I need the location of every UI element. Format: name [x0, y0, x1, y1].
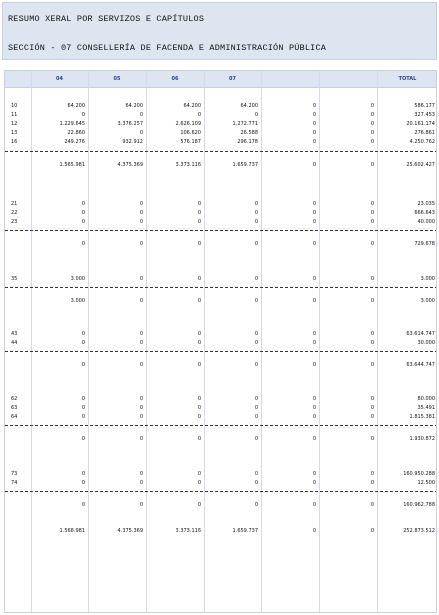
subtotal-cell: 0 — [139, 502, 143, 508]
row-code: 43 — [11, 331, 18, 337]
table-cell: 586.177 — [414, 103, 435, 109]
subtotal-separator — [5, 351, 437, 352]
table-cell: 1.272.771 — [232, 121, 258, 127]
budget-table — [4, 70, 437, 613]
table-cell: 2.626.109 — [175, 121, 201, 127]
row-code: 11 — [11, 112, 18, 118]
subtotal-cell: 1.659.737 — [232, 162, 258, 168]
grand-total-cell: 0 — [312, 528, 316, 534]
table-cell: 12.500 — [417, 480, 435, 486]
table-cell: 0 — [139, 405, 143, 411]
table-cell: 0 — [197, 340, 201, 346]
table-cell: 0 — [197, 201, 201, 207]
row-code: 12 — [11, 121, 18, 127]
subtotal-cell: 0 — [139, 298, 143, 304]
subtotal-cell: 0 — [254, 436, 258, 442]
table-header-row — [5, 71, 437, 88]
table-cell: 0 — [81, 405, 85, 411]
subtotal-cell: 0 — [254, 362, 258, 368]
table-cell: 0 — [312, 219, 316, 225]
table-cell: 0 — [312, 471, 316, 477]
grand-total-cell: 1.568.981 — [59, 528, 85, 534]
table-cell: 0 — [197, 331, 201, 337]
table-cell: 30.000 — [417, 340, 435, 346]
table-cell: 0 — [139, 112, 143, 118]
table-cell: 0 — [254, 276, 258, 282]
row-code: 62 — [11, 396, 18, 402]
subtotal-cell: 0 — [370, 362, 374, 368]
table-cell: 0 — [197, 219, 201, 225]
subtotal-cell: 0 — [197, 298, 201, 304]
table-cell: 160.950.288 — [403, 471, 435, 477]
table-cell: 23.035 — [417, 201, 435, 207]
subtotal-cell: 1.930.872 — [409, 436, 435, 442]
subtotal-cell: 0 — [139, 362, 143, 368]
table-cell: 0 — [370, 112, 374, 118]
table-cell: 0 — [254, 340, 258, 346]
subtotal-cell: 0 — [312, 362, 316, 368]
subtotal-cell: 0 — [197, 436, 201, 442]
subtotal-cell: 0 — [81, 502, 85, 508]
subtotal-separator — [5, 287, 437, 288]
subtotal-cell: 0 — [139, 241, 143, 247]
row-code: 22 — [11, 210, 18, 216]
table-cell: 0 — [254, 471, 258, 477]
table-cell: 0 — [370, 396, 374, 402]
table-cell: 0 — [81, 219, 85, 225]
table-cell: 0 — [312, 121, 316, 127]
subtotal-cell: 0 — [370, 298, 374, 304]
table-cell: 3.000 — [420, 276, 435, 282]
subtotal-cell: 0 — [197, 241, 201, 247]
table-cell: 0 — [370, 121, 374, 127]
table-cell: 0 — [370, 201, 374, 207]
subtotal-separator — [5, 230, 437, 231]
table-cell: 0 — [370, 331, 374, 337]
row-code: 64 — [11, 414, 18, 420]
table-cell: 296.178 — [237, 139, 258, 145]
table-cell: 40.000 — [417, 219, 435, 225]
table-cell: 0 — [254, 210, 258, 216]
table-cell: 0 — [81, 210, 85, 216]
table-cell: 0 — [254, 112, 258, 118]
subtotal-cell: 0 — [312, 162, 316, 168]
subtotal-cell: 0 — [81, 436, 85, 442]
table-cell: 64.200 — [183, 103, 201, 109]
table-cell: 0 — [254, 414, 258, 420]
table-cell: 0 — [81, 396, 85, 402]
subtotal-cell: 160.962.788 — [403, 502, 435, 508]
table-cell: 0 — [81, 414, 85, 420]
table-cell: 1.815.381 — [409, 414, 435, 420]
table-cell: 0 — [312, 480, 316, 486]
row-code: 44 — [11, 340, 18, 346]
table-cell: 327.453 — [414, 112, 435, 118]
table-cell: 0 — [312, 201, 316, 207]
subtotal-separator — [5, 425, 437, 426]
table-cell: 20.161.174 — [406, 121, 435, 127]
table-cell: 0 — [312, 340, 316, 346]
subtotal-cell: 3.373.116 — [175, 162, 201, 168]
table-cell: 0 — [139, 219, 143, 225]
table-cell: 0 — [370, 103, 374, 109]
row-code: 10 — [11, 103, 18, 109]
subtotal-cell: 0 — [81, 362, 85, 368]
table-cell: 0 — [81, 480, 85, 486]
column-header: 04 — [56, 76, 63, 82]
row-code: 74 — [11, 480, 18, 486]
table-cell: 106.620 — [180, 130, 201, 136]
table-cell: 0 — [197, 276, 201, 282]
table-cell: 0 — [81, 201, 85, 207]
table-cell: 4.250.762 — [409, 139, 435, 145]
table-cell: 0 — [312, 130, 316, 136]
table-cell: 0 — [197, 396, 201, 402]
table-cell: 0 — [254, 396, 258, 402]
table-cell: 0 — [254, 331, 258, 337]
table-cell: 0 — [254, 405, 258, 411]
table-cell: 0 — [197, 480, 201, 486]
table-cell: 0 — [370, 414, 374, 420]
subtotal-separator — [5, 151, 437, 152]
table-cell: 3.376.257 — [117, 121, 143, 127]
table-cell: 0 — [370, 219, 374, 225]
subtotal-cell: 25.602.427 — [406, 162, 435, 168]
table-cell: 0 — [312, 405, 316, 411]
table-cell: 3.000 — [70, 276, 85, 282]
table-cell: 0 — [139, 480, 143, 486]
table-cell: 64.200 — [125, 103, 143, 109]
subtotal-cell: 3.000 — [420, 298, 435, 304]
table-cell: 0 — [370, 210, 374, 216]
table-cell: 0 — [254, 480, 258, 486]
grand-total-cell: 3.373.116 — [175, 528, 201, 534]
table-cell: 26.588 — [240, 130, 258, 136]
row-code: 16 — [11, 139, 18, 145]
table-cell: 64.200 — [240, 103, 258, 109]
grand-total-cell: 252.873.512 — [403, 528, 435, 534]
table-cell: 276.861 — [414, 130, 435, 136]
subtotal-cell: 0 — [254, 241, 258, 247]
table-cell: 0 — [370, 471, 374, 477]
table-cell: 0 — [139, 130, 143, 136]
table-cell: 0 — [254, 219, 258, 225]
subtotal-cell: 0 — [370, 502, 374, 508]
row-code: 35 — [11, 276, 18, 282]
table-cell: 0 — [139, 471, 143, 477]
table-cell: 22.860 — [67, 130, 85, 136]
grand-total-cell: 1.659.737 — [232, 528, 258, 534]
table-cell: 0 — [81, 340, 85, 346]
subtotal-cell: 0 — [254, 502, 258, 508]
section-title: SECCIÓN - 07 CONSELLERÍA DE FACENDA E ADMINISTRACIÓN PÚBLICA — [8, 43, 327, 53]
table-cell: 0 — [312, 331, 316, 337]
table-cell: 0 — [197, 210, 201, 216]
table-cell: 0 — [312, 414, 316, 420]
subtotal-cell: 1.565.981 — [59, 162, 85, 168]
table-cell: 80.000 — [417, 396, 435, 402]
table-cell: 0 — [197, 112, 201, 118]
row-code: 13 — [11, 130, 18, 136]
table-cell: 64.200 — [67, 103, 85, 109]
table-cell: 0 — [312, 396, 316, 402]
table-cell: 0 — [254, 201, 258, 207]
subtotal-cell: 4.375.369 — [117, 162, 143, 168]
column-header: TOTAL — [398, 76, 417, 82]
column-header: 07 — [229, 76, 236, 82]
table-cell: 0 — [139, 414, 143, 420]
table-cell: 0 — [370, 130, 374, 136]
subtotal-cell: 0 — [370, 436, 374, 442]
table-cell: 0 — [370, 276, 374, 282]
table-cell: 0 — [139, 340, 143, 346]
table-cell: 0 — [312, 139, 316, 145]
table-cell: 0 — [370, 480, 374, 486]
grand-total-cell: 0 — [370, 528, 374, 534]
subtotal-cell: 0 — [312, 241, 316, 247]
table-cell: 0 — [81, 112, 85, 118]
table-cell: 0 — [370, 340, 374, 346]
table-cell: 1.229.645 — [59, 121, 85, 127]
subtotal-cell: 0 — [312, 298, 316, 304]
row-code: 23 — [11, 219, 18, 225]
subtotal-separator — [5, 491, 437, 492]
table-cell: 932.912 — [122, 139, 143, 145]
row-code: 21 — [11, 201, 18, 207]
column-header: 05 — [113, 76, 121, 82]
table-cell: 0 — [139, 331, 143, 337]
table-cell: 0 — [370, 405, 374, 411]
table-cell: 63.614.747 — [406, 331, 435, 337]
table-cell: 0 — [312, 112, 316, 118]
table-cell: 0 — [312, 276, 316, 282]
grand-total-cell: 4.375.369 — [117, 528, 143, 534]
subtotal-cell: 63.644.747 — [406, 362, 435, 368]
table-cell: 0 — [312, 103, 316, 109]
table-cell: 0 — [139, 210, 143, 216]
subtotal-cell: 0 — [312, 502, 316, 508]
table-cell: 0 — [139, 201, 143, 207]
table-cell: 0 — [370, 139, 374, 145]
subtotal-cell: 0 — [312, 436, 316, 442]
subtotal-cell: 0 — [370, 162, 374, 168]
table-cell: 576.187 — [180, 139, 201, 145]
subtotal-cell: 3.000 — [70, 298, 85, 304]
report-title: RESUMO XERAL POR SERVIZOS E CAPÍTULOS — [8, 14, 205, 24]
table-cell: 35.491 — [417, 405, 435, 411]
table-cell: 0 — [312, 210, 316, 216]
subtotal-cell: 0 — [254, 298, 258, 304]
table-cell: 0 — [197, 405, 201, 411]
table-cell: 0 — [139, 276, 143, 282]
report-header — [2, 2, 437, 60]
table-cell: 0 — [81, 471, 85, 477]
subtotal-cell: 0 — [370, 241, 374, 247]
subtotal-cell: 0 — [139, 436, 143, 442]
table-cell: 0 — [81, 331, 85, 337]
table-cell: 249.276 — [64, 139, 85, 145]
row-code: 73 — [11, 471, 18, 477]
subtotal-cell: 0 — [81, 241, 85, 247]
table-cell: 0 — [139, 396, 143, 402]
subtotal-cell: 0 — [197, 502, 201, 508]
table-cell: 666.643 — [414, 210, 435, 216]
subtotal-cell: 729.678 — [414, 241, 435, 247]
table-cell: 0 — [197, 471, 201, 477]
table-cell: 0 — [197, 414, 201, 420]
row-code: 63 — [11, 405, 18, 411]
subtotal-cell: 0 — [197, 362, 201, 368]
column-header: 06 — [171, 76, 179, 82]
